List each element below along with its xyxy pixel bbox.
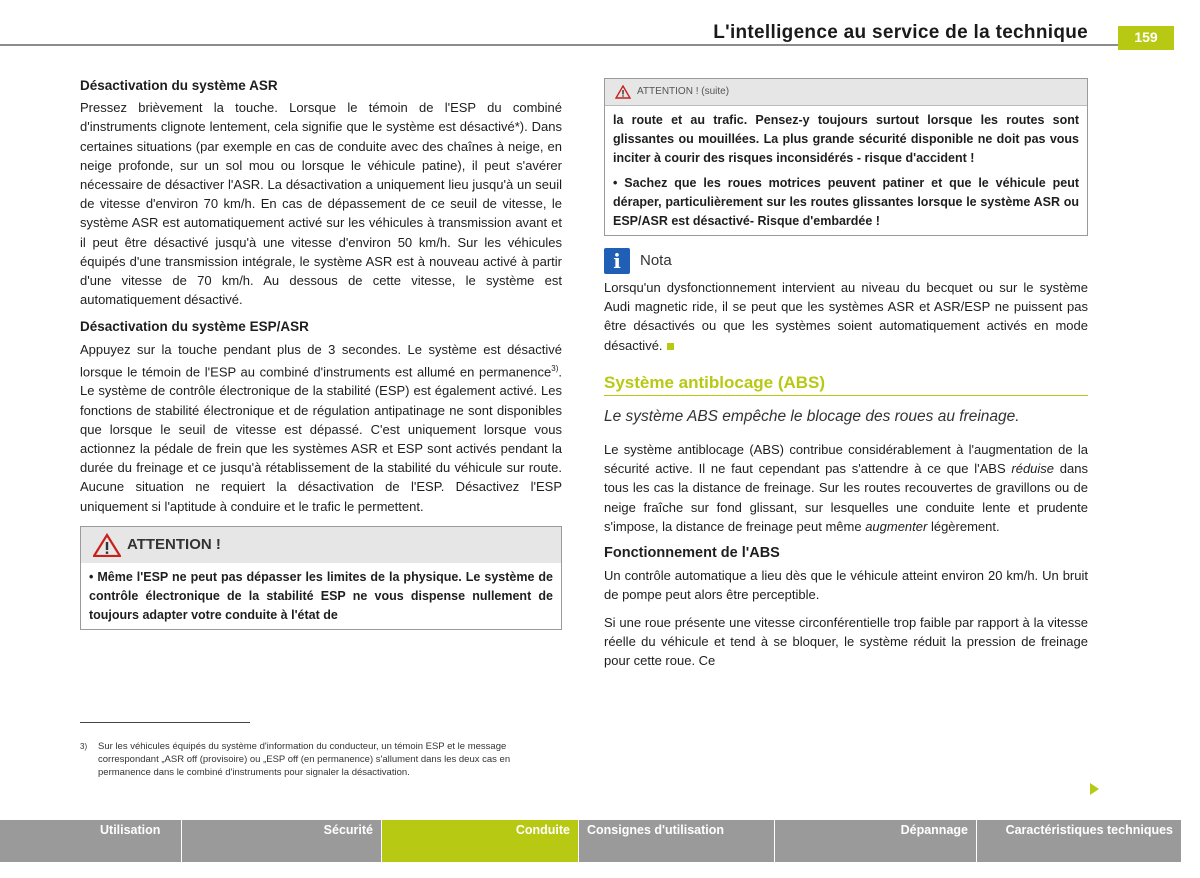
abs-section-title: Système antiblocage (ABS) <box>604 373 1088 396</box>
nav-tab-depannage[interactable]: Dépannage <box>775 820 977 862</box>
attention-continued-body <box>605 106 1087 235</box>
nav-tab-utilisation[interactable]: Utilisation <box>0 820 182 862</box>
attention-continued-header <box>605 79 1087 106</box>
attention-body <box>81 563 561 629</box>
abs-function-p1: Un contrôle automatique a lieu dès que le véhicule atteint environ 20 km/h. Un bruit de pompe peut alors être perceptible. <box>604 568 1088 603</box>
footnote <box>80 740 564 779</box>
footnote-text: Sur les véhicules équipés du système d'information du conducteur, un témoin ESP et le message correspondant „ASR off (provisoire) ou „ESP off (en permanence) s'allument dans les deux cas en permanence dans le combiné d'instruments pour signaler la désactivation. <box>98 741 511 778</box>
esp-paragraph: Appuyez sur la touche pendant plus de 3 secondes. Le système est désactivé lorsque le témoin de l'ESP au combiné d'instruments est allumé en permanence$^{3)}$. Le système de contrôle électronique de la stabilité (ESP) est également activé. Les fonctions de stabilité électronique et de régulation antipatinage ne sont disponibles que lorsque le seuil de vitesse est dépassé. C'est uniquement lorsque vous actionnez la pédale de frein que les systèmes ASR et ESP sont activés pendant la durée du freinage et ce jusqu'à rétablissement de la stabilité du véhicule sur route. Aucune situation ne requiert la désactivation de l'ESP. Désactivez l'ESP uniquement si l'aptitude à conduire et le trafic le permettent. <box>80 341 562 514</box>
nota-paragraph: Lorsqu'un dysfonctionnement intervient au niveau du becquet ou sur le système Audi magnetic ride, il se peut que les systèmes ASR et ASR/ESP ne puissent pas être désactivés ou que les systèmes soient automatiquement activés en mode désactivé. <box>604 280 1088 353</box>
nav-tab-caracteristiques[interactable]: Caractéristiques techniques <box>977 820 1182 862</box>
end-mark-icon <box>667 343 674 350</box>
page-header-title: L'intelligence au service de la technique <box>713 22 1088 43</box>
esp-section-title: Désactivation du système ESP/ASR <box>80 319 309 335</box>
abs-function-p2: Si une roue présente une vitesse circonférentielle trop faible par rapport à la vitesse réelle du véhicule et tend à se bloquer, le système réduit la pression de freinage pour cette roue. Ce <box>604 614 1088 669</box>
warning-triangle-icon <box>615 85 631 99</box>
nota-label: Nota <box>640 252 672 270</box>
abs-function-title: Fonctionnement de l'ABS <box>604 545 780 562</box>
nav-tab-conduite[interactable]: Conduite <box>382 820 579 862</box>
next-page-arrow-icon[interactable] <box>1090 783 1099 795</box>
info-icon: i <box>604 248 630 274</box>
attention-continued-p1: la route et au trafic. Pensez-y toujours surtout lorsque les routes sont glissantes ou mouillées. La plus grande sécurité disponible ne doit pas vous inciter à courir des risques inconsidérés - risque d'accident ! <box>613 113 1079 165</box>
page-number: 159 <box>1118 26 1174 48</box>
attention-continued-p2: • Sachez que les roues motrices peuvent patiner et que le véhicule peut déraper, particulièrement sur les routes glissantes lorsque le système ASR ou ESP/ASR est désactivé- Risque d'embardée ! <box>613 176 1079 228</box>
attention-continued-box <box>604 78 1088 236</box>
nav-tab-securite[interactable]: Sécurité <box>182 820 382 862</box>
asr-paragraph: Pressez brièvement la touche. Lorsque le témoin de l'ESP du combiné d'instruments clignote lentement, cela signifie que le système est désactivé*). Dans certaines situations (par exemple en cas de conduite avec des chaînes à neige, en neige profonde, sur un sol mou ou lorsque le véhicule patine), il peut s'avérer nécessaire de désactiver l'ASR. La désactivation a uniquement lieu jusqu'à un seuil de vitesse d'environ 70 km/h. En cas de dépassement de ce seuil de vitesse, le système ASR est automatiquement activé sur les véhicules à transmission avant et il peut être désactivé jusqu'à une vitesse d'environ 50 km/h. Sur les véhicules équipés d'une transmission intégrale, le système ASR est à nouveau activé à partir d'une vitesse de 70 km/h. Au dessous de cette vitesse, le système est automatiquement désactivé. <box>80 100 562 308</box>
attention-box <box>80 526 562 630</box>
attention-continued-label: ATTENTION ! (suite) <box>637 86 730 98</box>
attention-label: ATTENTION ! <box>127 536 221 554</box>
attention-header <box>81 527 561 563</box>
nota-header <box>604 248 1088 274</box>
nav-tab-consignes[interactable]: Consignes d'utilisation <box>579 820 775 862</box>
abs-lead: Le système ABS empêche le blocage des roues au freinage. <box>604 408 1020 426</box>
chapter-nav <box>0 820 1182 862</box>
page-number-rule <box>1118 48 1174 50</box>
warning-triangle-icon <box>93 533 121 557</box>
footnote-number: 3) <box>80 742 88 751</box>
attention-text: • Même l'ESP ne peut pas dépasser les limites de la physique. Le système de contrôle électronique de la stabilité ESP ne vous dispense nullement de toujours adapter votre conduite à l'état de <box>89 569 553 622</box>
asr-section-title: Désactivation du système ASR <box>80 78 278 93</box>
left-column <box>80 76 562 630</box>
abs-paragraph: Le système antiblocage (ABS) contribue considérablement à l'augmentation de la sécurité active. Il ne faut cependant pas s'attendre à ce que l'ABS réduise dans tous les cas la distance de freinage. Sur les routes recouvertes de gravillons ou de neige fraîche sur fond glissant, sur lesquelles une conduite lente et prudente s'impose, la distance de freinage peut même augmenter légèrement. <box>604 442 1088 534</box>
footnote-rule <box>80 722 250 723</box>
header-rule <box>0 44 1118 46</box>
right-column <box>604 78 1088 678</box>
footnote-ref[interactable]: 3) <box>551 363 559 373</box>
